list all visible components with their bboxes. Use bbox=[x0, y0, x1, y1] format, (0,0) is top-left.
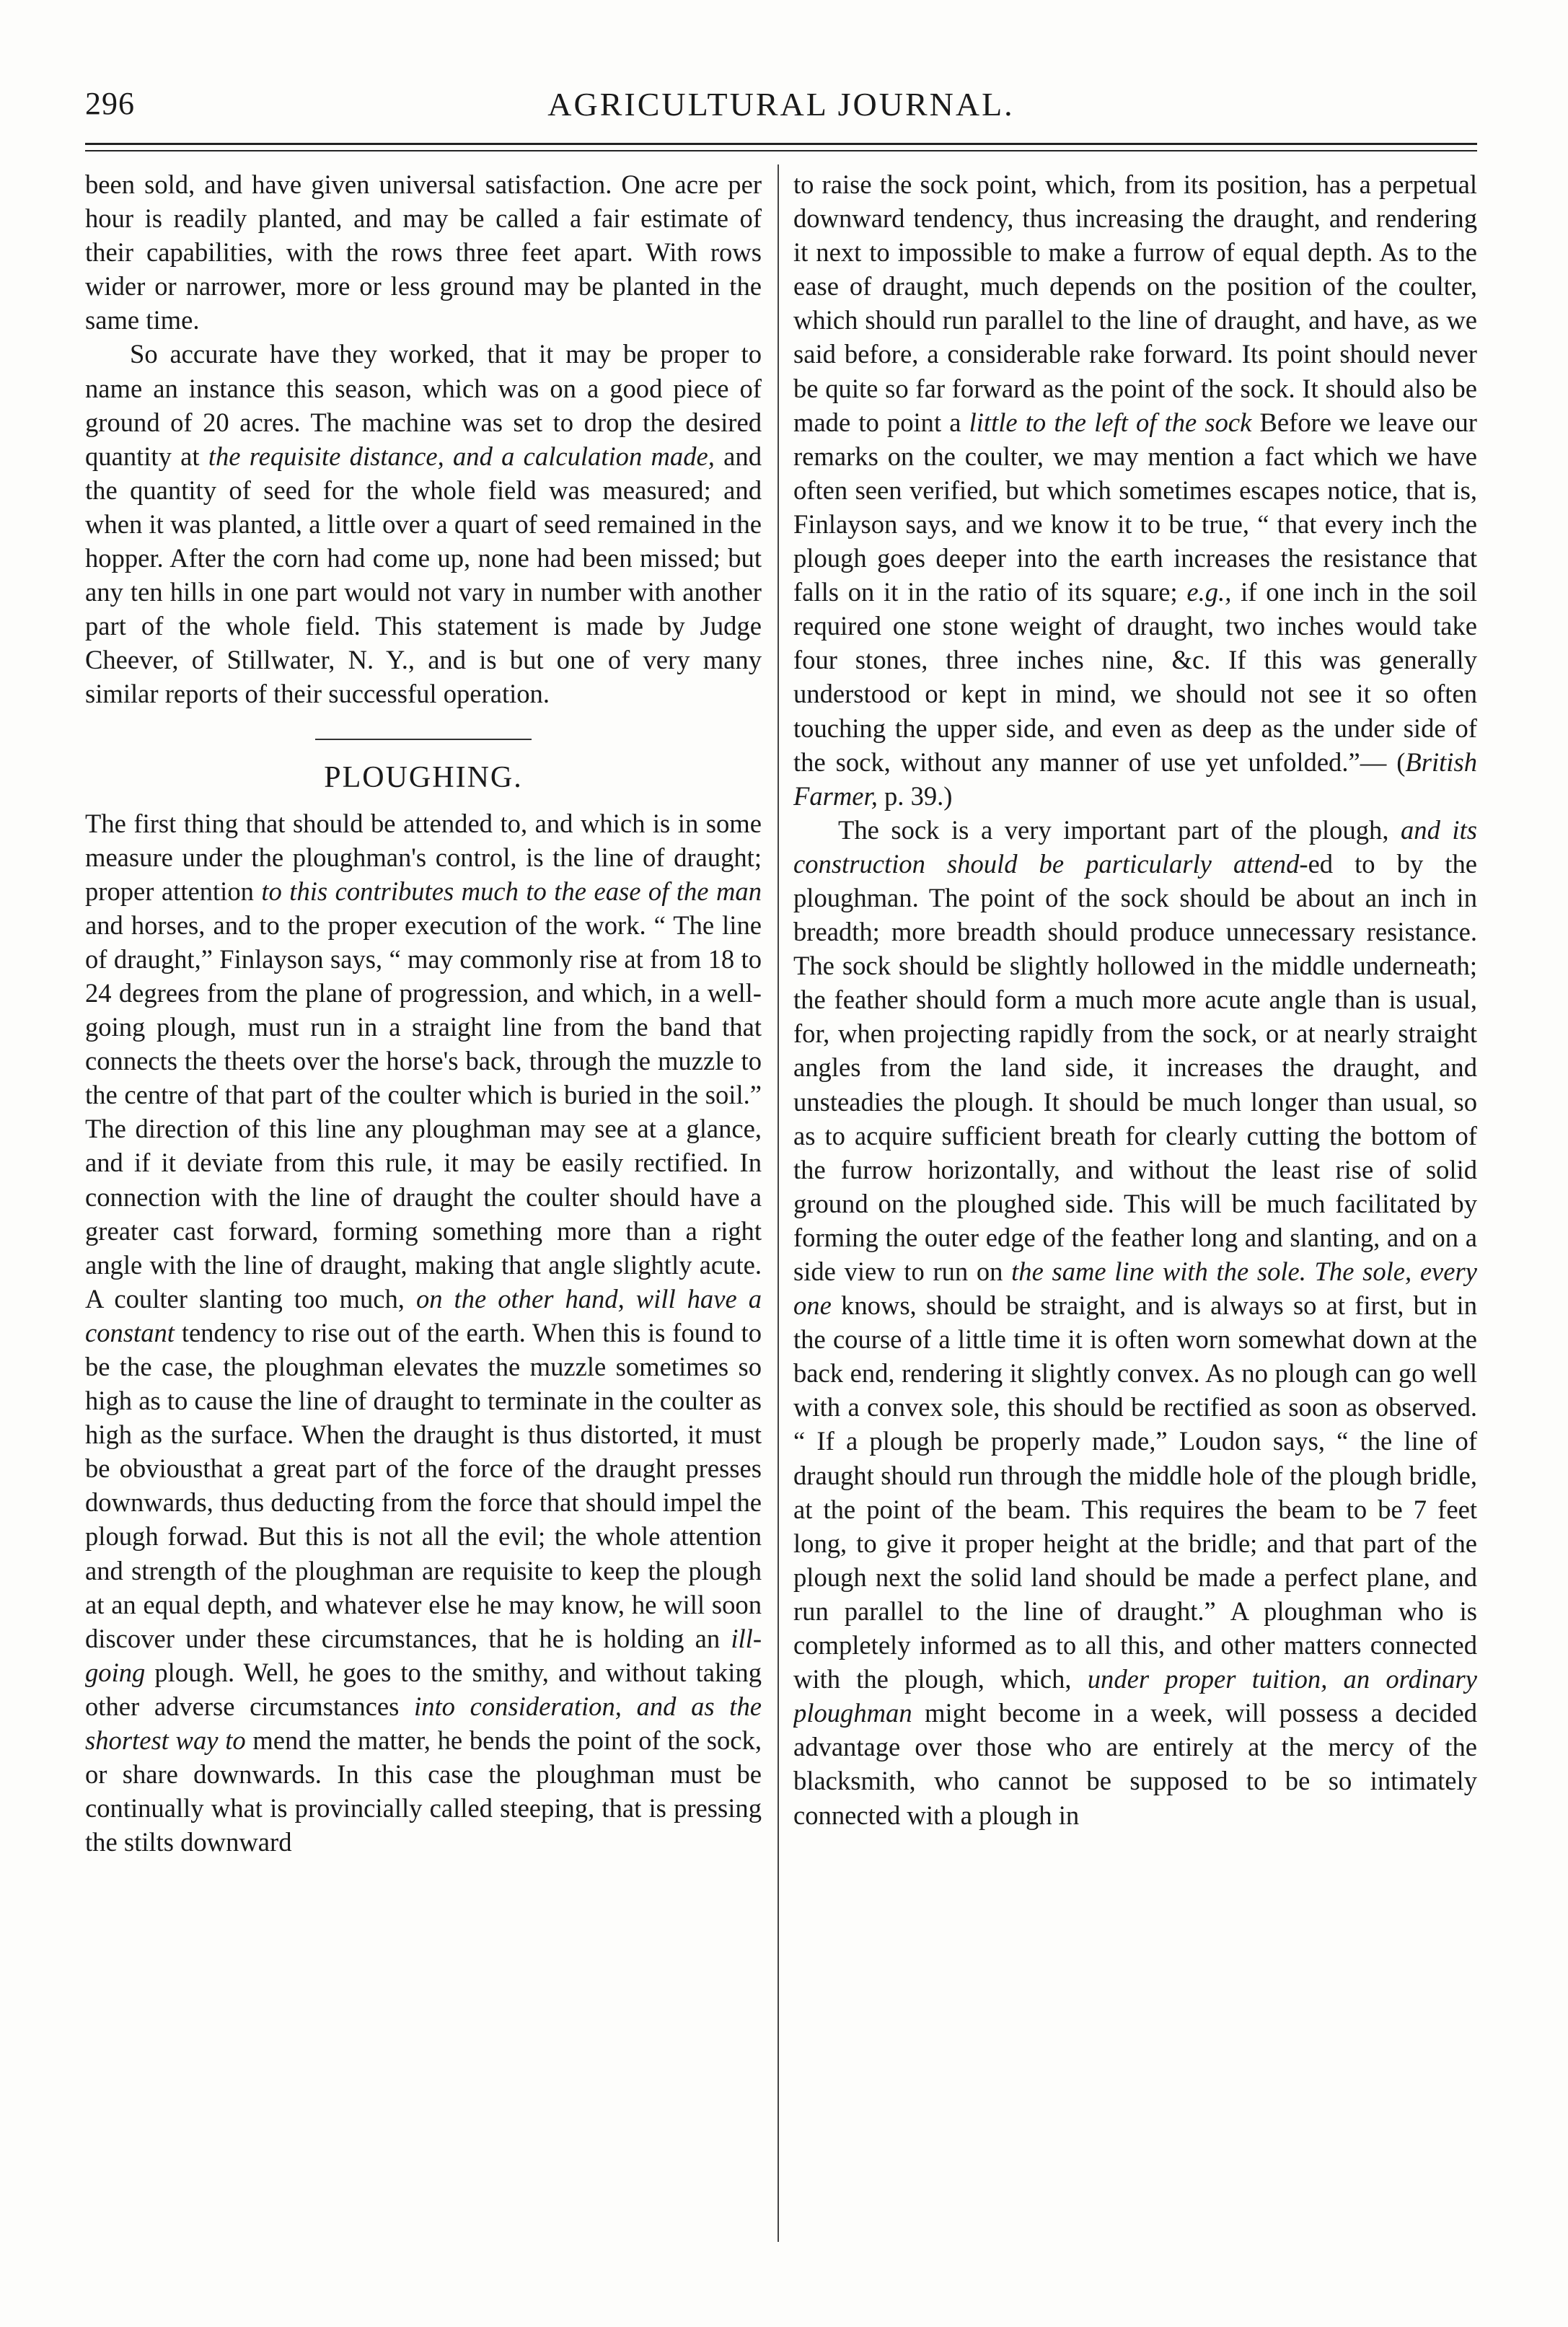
italic-run: under proper tuition, an ordinary ploughman bbox=[793, 1664, 1477, 1728]
text-run: p. 39.) bbox=[877, 780, 953, 811]
text-run: tendency to rise out of the earth. When this is found to be the case, the ploughman elevates the muzzle sometimes so high as to cause the line of draught to terminate in the coulter as high as the surface. When the draught is thus distorted, it must be obviousthat a great part of the force of the draught presses downwards, thus deducting from the force that should impel the plough forwad. But this is not all the evil; the whole attention and strength of the ploughman are requisite to keep the plough at an equal depth, and whatever else he may know, he will soon discover under these circumstances, that he is holding an bbox=[85, 1317, 762, 1653]
italic-run: ill-going bbox=[85, 1623, 762, 1687]
italic-run: little to the left of the sock bbox=[969, 407, 1252, 437]
text-run: if one inch in the soil required one stone weight of draught, two inches would take four stones, three inches nine, &c. If this was generally understood or kept in mind, we should not see it so often touching the upper side, and even as deep as the under side of the sock, without any manner of use yet unfolded.”— ( bbox=[793, 577, 1477, 777]
paragraph-line-of-draught bbox=[85, 806, 762, 1860]
header-rule-top bbox=[85, 143, 1477, 145]
italic-run: e.g., bbox=[1186, 577, 1232, 607]
italic-run: the requisite distance, and a calculation made, bbox=[208, 441, 715, 471]
italic-run: into consideration, and as the shortest way to bbox=[85, 1691, 762, 1756]
text-run: might become in a week, will possess a decided advantage over those who are entirely at the mercy of the blacksmith, who cannot be supposed to be so intimately connected with a plough in bbox=[793, 1698, 1477, 1830]
paragraph-planter-accuracy bbox=[85, 337, 762, 711]
paragraph-coulter bbox=[793, 167, 1477, 813]
paragraph-sock bbox=[793, 813, 1477, 1832]
italic-run: and its construction should be particularly attend- bbox=[793, 814, 1477, 879]
text-run: The first thing that should be attended to, and which is in some measure under the ploughman's control, is the line of draught; proper attention bbox=[85, 808, 762, 906]
section-divider bbox=[315, 739, 532, 740]
text-run: knows, should be straight, and is always so at first, but in the course of a little time it is often worn somewhat down at the back end, rendering it slightly convex. As no plough can go well with a convex sole, this should be rectified as soon as observed. “ If a plough be properly made,” Loudon says, “ the line of draught should run through the middle hole of the plough bridle, at the point of the beam. This requires the beam to be 7 feet long, to give it proper height at the bridle; and that part of the plough next the solid land should be made a perfect plane, and run parallel to the line of draught.” A ploughman who is completely informed as to all this, and other matters connected with the plough, which, bbox=[793, 1290, 1477, 1694]
header-rule-bottom bbox=[85, 150, 1477, 151]
column-divider bbox=[778, 164, 779, 2242]
text-run: Before we leave our remarks on the coulter, we may mention a fact which we have often seen verified, but which sometimes escapes notice, that is, Finlayson says, and we know it to be true, “ that every inch the plough goes deeper into the earth increases the resistance that falls on it in the ratio of its square; bbox=[793, 407, 1477, 607]
section-heading-ploughing: PLOUGHING. bbox=[324, 760, 523, 794]
left-column bbox=[85, 167, 762, 2245]
italic-run: the same line with the sole. The sole, every one bbox=[793, 1257, 1477, 1321]
italic-run: to this contributes much to the ease of the man bbox=[261, 876, 762, 906]
italic-run: on the other hand, will have a constant bbox=[85, 1283, 762, 1347]
running-head bbox=[85, 85, 1477, 136]
text-run: mend the matter, he bends the point of the sock, or share downwards. In this case the ploughman must be continually what is provincially called steeping, that is pressing the stilts downward bbox=[85, 1725, 762, 1857]
text-run: So accurate have they worked, that it may be proper to name an instance this season, which was on a good piece of ground of 20 acres. The machine was set to drop the desired quantity at bbox=[85, 339, 762, 471]
text-run: and horses, and to the proper execution of the work. “ The line of draught,” Finlayson says, “ may commonly rise at from 18 to 24 degrees from the plane of progression, and which, in a well-going plough, must run in a straight line from the band that connects the theets over the horse's back, through the muzzle to the centre of that part of the coulter which is buried in the soil.” The direction of this line any ploughman may see at a glance, and if it deviate from this rule, it may be easily rectified. In connection with the line of draught the coulter should have a greater cast forward, forming something more than a right angle with the line of draught, making that angle slightly acute. A coulter slanting too much, bbox=[85, 910, 762, 1314]
text-run: ed to by the ploughman. The point of the sock should be about an inch in breadth; more breadth should produce unnecessary resistance. The sock should be slightly hollowed in the middle underneath; the feather should form a much more acute angle than is usual, for, when projecting rapidly from the sock, or at nearly straight angles from the land side, it increases the draught, and unsteadies the plough. It should be much longer than usual, so as to acquire sufficient breath for clearly cutting the bottom of the furrow horizontally, and without the least rise of solid ground on the ploughed side. This will be much facilitated by forming the outer edge of the feather long and slanting, and on a side view to run on bbox=[793, 848, 1477, 1286]
text-run: to raise the sock point, which, from its position, has a perpetual downward tendency, thus increasing the draught, and rendering it next to impossible to make a furrow of equal depth. As to the ease of draught, much depends on the position of the coulter, which should run parallel to the line of draught, and have, as we said before, a considerable rake forward. Its point should never be quite so far forward as the point of the sock. It should also be made to point a bbox=[793, 170, 1477, 437]
page-number: 296 bbox=[85, 86, 135, 121]
right-column bbox=[793, 167, 1477, 2245]
journal-title: AGRICULTURAL JOURNAL. bbox=[547, 86, 1015, 123]
text-run: The sock is a very important part of the plough, bbox=[838, 814, 1401, 845]
paragraph-planter-satisfaction: been sold, and have given universal satisfaction. One acre per hour is readily planted, and may be called a fair estimate of their capabilities, with the rows three feet apart. With rows wider or narrower, more or less ground may be planted in the same time. bbox=[85, 170, 762, 335]
text-run: and the quantity of seed for the whole field was measured; and when it was planted, a little over a quart of seed remained in the hopper. After the corn had come up, none had been missed; but any ten hills in one part would not vary in number with another part of the whole field. This statement is made by Judge Cheever, of Stillwater, N. Y., and is but one of very many similar reports of their successful operation. bbox=[85, 441, 762, 709]
italic-run: British Farmer, bbox=[793, 747, 1477, 811]
text-run: plough. Well, he goes to the smithy, and without taking other adverse circumstances bbox=[85, 1657, 762, 1721]
